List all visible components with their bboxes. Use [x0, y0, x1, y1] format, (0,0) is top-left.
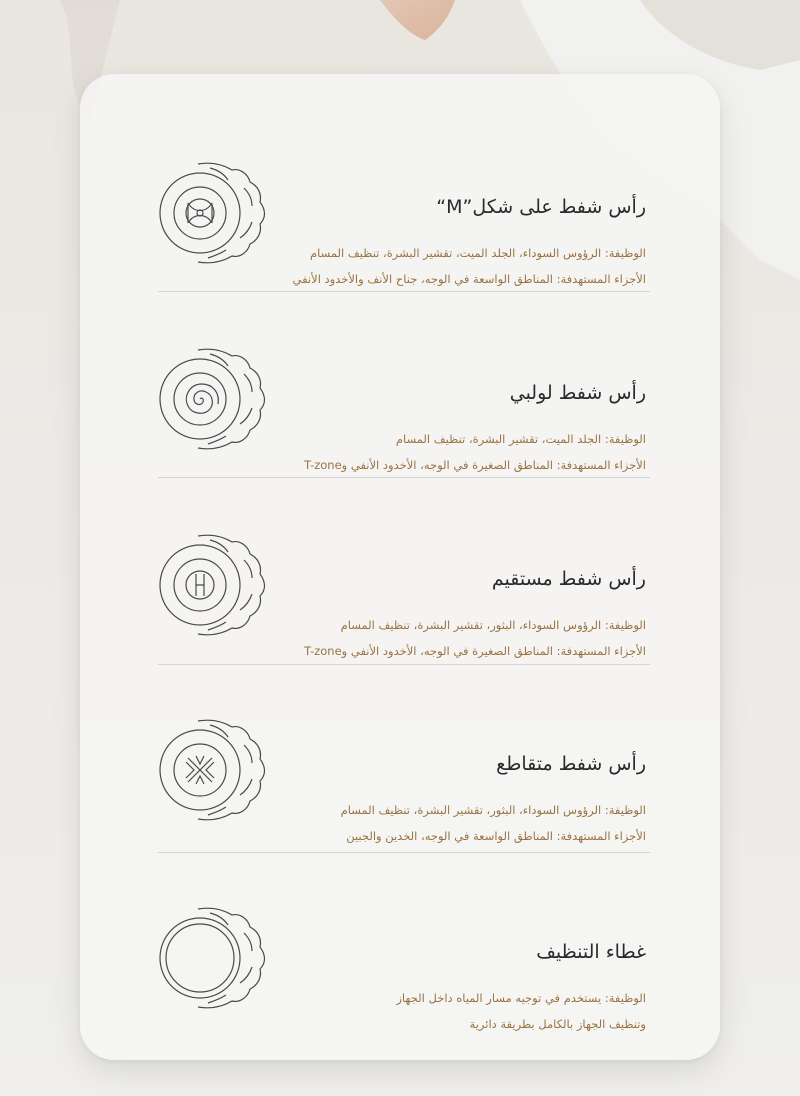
- divider: [158, 291, 650, 292]
- m-shaped-suction-head-icon: [158, 158, 268, 268]
- item-target-areas: الأجزاء المستهدفة: المناطق الصغيرة في الوجه، الأخدود الأنفي وT-zone: [304, 458, 646, 472]
- item-target-areas: الأجزاء المستهدفة: المناطق الواسعة في الوجه، الخدين والجبين: [346, 829, 646, 843]
- item-title: رأس شفط مستقيم: [491, 568, 646, 590]
- item-title: رأس شفط متقاطع: [496, 753, 646, 775]
- cross-suction-head-icon: [158, 715, 268, 825]
- item-function: الوظيفة: الرؤوس السوداء، البثور، تقشير البشرة، تنظيف المسام: [340, 618, 646, 632]
- product-heads-card: [80, 74, 720, 1060]
- list-item: [80, 859, 720, 1045]
- item-function: الوظيفة: الرؤوس السوداء، الجلد الميت، تقشير البشرة، تنظيف المسام: [310, 246, 646, 260]
- item-title: رأس شفط لولبي: [509, 382, 646, 404]
- item-function-continued: وتنظيف الجهاز بالكامل بطريقة دائرية: [469, 1017, 646, 1031]
- straight-suction-head-icon: [158, 530, 268, 640]
- list-item: [80, 486, 720, 672]
- item-function: الوظيفة: يستخدم في توجيه مسار المياه داخل الجهاز: [396, 991, 646, 1005]
- divider: [158, 664, 650, 665]
- divider: [158, 852, 650, 853]
- cleaning-cap-icon: [158, 903, 268, 1013]
- item-function: الوظيفة: الرؤوس السوداء، البثور، تقشير البشرة، تنظيف المسام: [340, 803, 646, 817]
- item-title: رأس شفط على شكل”M“: [436, 196, 646, 218]
- divider: [158, 477, 650, 478]
- item-function: الوظيفة: الجلد الميت، تقشير البشرة، تنظيف المسام: [395, 432, 646, 446]
- item-title: غطاء التنظيف: [536, 941, 646, 963]
- list-item: [80, 300, 720, 486]
- spiral-suction-head-icon: [158, 344, 268, 454]
- item-target-areas: الأجزاء المستهدفة: المناطق الواسعة في الوجه، جناح الأنف والأخدود الأنفي: [292, 272, 646, 286]
- list-item: [80, 671, 720, 857]
- list-item: [80, 114, 720, 300]
- item-target-areas: الأجزاء المستهدفة: المناطق الصغيرة في الوجه، الأخدود الأنفي وT-zone: [304, 644, 646, 658]
